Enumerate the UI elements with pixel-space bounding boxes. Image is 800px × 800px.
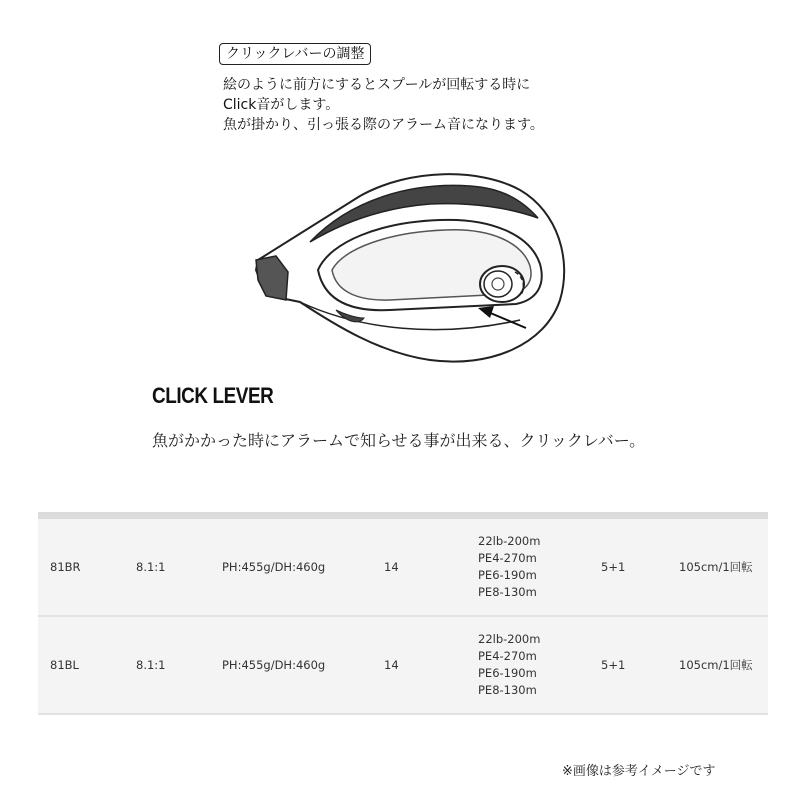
- image-footnote: ※画像は参考イメージです: [562, 764, 716, 779]
- description: [223, 75, 544, 135]
- line-capacity-item: PE8-130m: [478, 585, 537, 599]
- line-capacity-item: PE4-270m: [478, 551, 537, 565]
- description-line: Click音がします。: [223, 97, 340, 113]
- line-capacity-item: 22lb-200m: [478, 534, 541, 548]
- line-capacity-item: PE6-190m: [478, 666, 537, 680]
- bearings-cell: 5+1: [601, 658, 626, 672]
- max-drag-cell: 14: [384, 658, 399, 672]
- retrieve-cell: 105cm/1回転: [679, 658, 753, 672]
- line-capacity-item: PE8-130m: [478, 683, 537, 697]
- section-label: クリックレバーの調整: [219, 43, 371, 65]
- description-line: 絵のように前方にするとスプールが回転する時に: [223, 77, 531, 93]
- spec-table: [38, 512, 768, 715]
- bearings-cell: 5+1: [601, 560, 626, 574]
- line-capacity-cell: [478, 631, 540, 699]
- gear-ratio-cell: 8.1:1: [136, 658, 166, 672]
- model-cell: 81BL: [50, 658, 79, 672]
- max-drag-cell: 14: [384, 560, 399, 574]
- line-capacity-item: 22lb-200m: [478, 632, 541, 646]
- feature-description: 魚がかかった時にアラームで知らせる事が出来る、クリックレバー。: [152, 431, 646, 450]
- retrieve-cell: 105cm/1回転: [679, 560, 753, 574]
- line-capacity-cell: [478, 533, 540, 601]
- weight-cell: PH:455g/DH:460g: [222, 560, 326, 574]
- table-row: [38, 617, 768, 715]
- table-row: [38, 519, 768, 617]
- weight-cell: PH:455g/DH:460g: [222, 658, 326, 672]
- click-lever-knob: [480, 266, 524, 302]
- description-line: 魚が掛かり、引っ張る際のアラーム音になります。: [223, 117, 544, 133]
- click-lever-illustration: [240, 160, 580, 375]
- line-capacity-item: PE4-270m: [478, 649, 537, 663]
- line-capacity-item: PE6-190m: [478, 568, 537, 582]
- gear-ratio-cell: 8.1:1: [136, 560, 166, 574]
- feature-heading: CLICK LEVER: [152, 383, 274, 408]
- model-cell: 81BR: [50, 560, 81, 574]
